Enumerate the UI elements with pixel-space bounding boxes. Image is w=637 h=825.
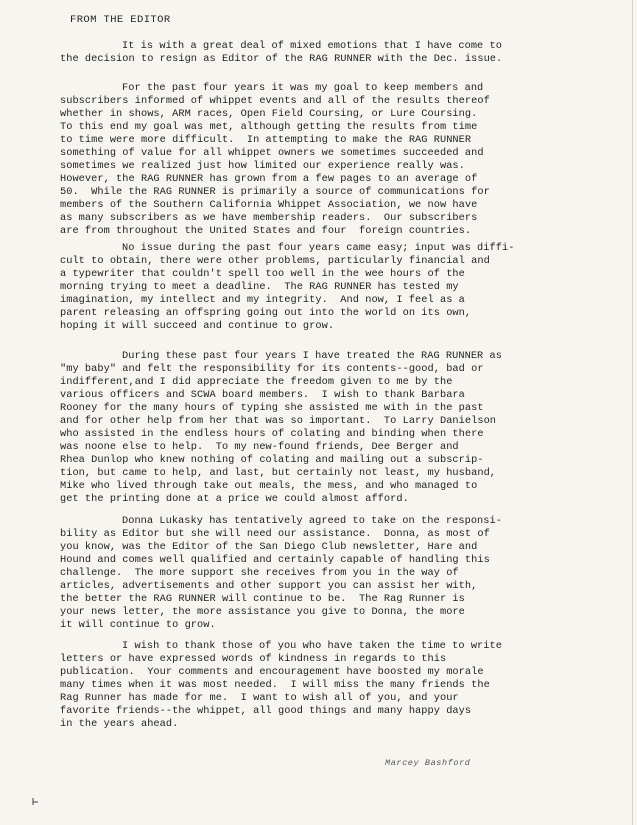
- text-line: 50. While the RAG RUNNER is primarily a source of communications for: [60, 186, 490, 198]
- text-line: the decision to resign as Editor of the RAG RUNNER with the Dec. issue.: [60, 53, 503, 65]
- text-line: to time were more difficult. In attempting to make the RAG RUNNER: [60, 134, 472, 146]
- page-heading: FROM THE EDITOR: [70, 14, 171, 26]
- text-line: letters or have expressed words of kindness in regards to this: [60, 653, 447, 665]
- text-line: It is with a great deal of mixed emotions that I have come to: [122, 40, 502, 52]
- paragraph-1: [60, 40, 620, 66]
- text-line: whether in shows, ARM races, Open Field Coursing, or Lure Coursing.: [60, 108, 478, 120]
- text-line: Donna Lukasky has tentatively agreed to take on the responsi-: [122, 515, 502, 527]
- paragraph-2: [60, 82, 620, 238]
- text-line: various officers and SCWA board members. I wish to thank Barbara: [60, 389, 465, 401]
- text-line: "my baby" and felt the responsibility for its contents--good, bad or: [60, 363, 484, 375]
- text-line: For the past four years it was my goal to keep members and: [122, 82, 484, 94]
- text-line: Rhea Dunlop who knew nothing of colating and mailing out a subscrip-: [60, 454, 484, 466]
- text-line: the better the RAG RUNNER will continue to be. The Rag Runner is: [60, 593, 465, 605]
- text-line: indifferent,and I did appreciate the freedom given to me by the: [60, 376, 453, 388]
- text-line: are from throughout the United States and four foreign countries.: [60, 225, 472, 237]
- paragraph-3: [60, 242, 620, 333]
- text-line: get the printing done at a price we could almost afford.: [60, 493, 409, 505]
- text-line: parent releasing an offspring going out into the world on its own,: [60, 307, 472, 319]
- text-line: Mike who lived through take out meals, the mess, and who managed to: [60, 480, 478, 492]
- text-line: bility as Editor but she will need our assistance. Donna, as most of: [60, 528, 490, 540]
- text-line: hoping it will succeed and continue to grow.: [60, 320, 335, 332]
- text-line: subscribers informed of whippet events and all of the results thereof: [60, 95, 490, 107]
- paragraph-6: [60, 640, 620, 731]
- text-line: No issue during the past four years came easy; input was diffi-: [122, 242, 515, 254]
- text-line: tion, but came to help, and last, but certainly not least, my husband,: [60, 467, 497, 479]
- text-line: imagination, my intellect and my integrity. And now, I feel as a: [60, 294, 465, 306]
- text-line: morning trying to meet a deadline. The RAG RUNNER has tested my: [60, 281, 459, 293]
- text-line: your news letter, the more assistance you give to Donna, the more: [60, 606, 465, 618]
- editor-signature: Marcey Bashford: [385, 758, 471, 768]
- text-line: To this end my goal was met, although getting the results from time: [60, 121, 478, 133]
- text-line: members of the Southern California Whippet Association, we now have: [60, 199, 478, 211]
- text-line: cult to obtain, there were other problems, particularly financial and: [60, 255, 490, 267]
- pen-mark-icon: [32, 797, 40, 806]
- paragraph-4: [60, 350, 620, 506]
- text-line: something of value for all whippet owners we sometimes succeeded and: [60, 147, 484, 159]
- text-line: in the years ahead.: [60, 718, 179, 730]
- text-line: as many subscribers as we have membership readers. Our subscribers: [60, 212, 478, 224]
- text-line: Rooney for the many hours of typing she assisted me with in the past: [60, 402, 484, 414]
- text-line: it will continue to grow.: [60, 619, 216, 631]
- text-line: favorite friends--the whippet, all good things and many happy days: [60, 705, 472, 717]
- text-line: Hound and comes well qualified and certainly capable of handling this: [60, 554, 490, 566]
- text-line: Rag Runner has made for me. I want to wish all of you, and your: [60, 692, 459, 704]
- text-line: challenge. The more support she receives from you in the way of: [60, 567, 459, 579]
- page-edge-divider: [632, 0, 633, 825]
- text-line: However, the RAG RUNNER has grown from a few pages to an average of: [60, 173, 478, 185]
- text-line: was noone else to help. To my new-found friends, Dee Berger and: [60, 441, 459, 453]
- paragraph-5: [60, 515, 620, 632]
- text-line: who assisted in the endless hours of colating and binding when there: [60, 428, 484, 440]
- text-line: I wish to thank those of you who have taken the time to write: [122, 640, 502, 652]
- text-line: a typewriter that couldn't spell too well in the wee hours of the: [60, 268, 465, 280]
- text-line: sometimes we realized just how limited our experience really was.: [60, 160, 465, 172]
- text-line: you know, was the Editor of the San Diego Club newsletter, Hare and: [60, 541, 478, 553]
- text-line: many times when it was most needed. I will miss the many friends the: [60, 679, 490, 691]
- text-line: During these past four years I have treated the RAG RUNNER as: [122, 350, 502, 362]
- text-line: and for other help from her that was so important. To Larry Danielson: [60, 415, 497, 427]
- text-line: articles, advertisements and other support you can assist her with,: [60, 580, 478, 592]
- text-line: publication. Your comments and encouragement have boosted my morale: [60, 666, 484, 678]
